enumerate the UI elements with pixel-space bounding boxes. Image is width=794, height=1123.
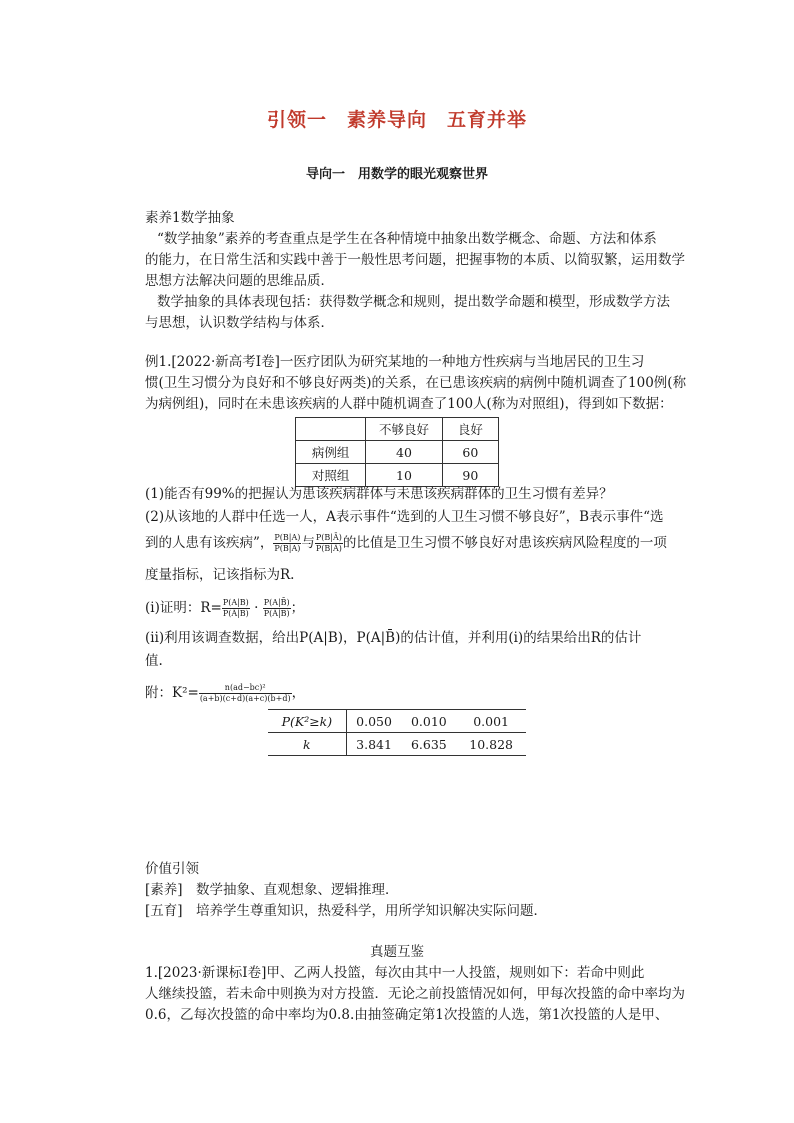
proof-statement: (ⅰ)证明：R= $\frac{P(A|B)}{P(Ā|B)}$ · $\frac{P(A|B̄)}{P(Ā|B̄)}$ ； xyxy=(145,598,305,618)
table-row xyxy=(296,418,499,441)
intro-line: 数学抽象的具体表现包括：获得数学概念和规则，提出数学命题和模型，形成数学方法 xyxy=(157,294,670,310)
section-subtitle: 导向一 用数学的眼光观察世界 xyxy=(305,167,488,182)
table-cell: 90 xyxy=(442,464,498,487)
intro-line: 思想方法解决问题的思维品质． xyxy=(145,273,334,289)
table-row xyxy=(268,710,526,733)
intro-line: 与思想，认识数学结构与体系． xyxy=(145,315,334,331)
problem-line: 1.[2023·新课标Ⅰ卷]甲、乙两人投篮，每次由其中一人投篮，规则如下：若命中则此 xyxy=(145,965,645,981)
table-cell: 10 xyxy=(366,464,442,487)
problem-line: 人继续投篮，若未命中则换为对方投篮．无论之前投篮情况如何，甲每次投篮的命中率均为 xyxy=(145,986,685,1002)
table-cell: 0.010 xyxy=(410,713,447,729)
table-cell: k xyxy=(268,733,346,756)
literacy-heading: 素养1数学抽象 xyxy=(145,210,235,226)
intro-line: 的能力，在日常生活和实践中善于一般性思考问题，把握事物的本质、以简驭繁，运用数学 xyxy=(145,252,685,268)
table-cell: 3.841 xyxy=(356,736,392,752)
fraction: $\frac{P(A|B)}{P(Ā|B)}$ xyxy=(222,598,249,618)
intro-line: “数学抽象”素养的考查重点是学生在各种情境中抽象出数学概念、命题、方法和体系 xyxy=(157,231,657,247)
question-2-line: 度量指标，记该指标为R. xyxy=(145,567,295,583)
table-cell: 对照组 xyxy=(296,464,366,487)
survey-table xyxy=(295,417,499,487)
table-cell: 0.001 xyxy=(473,713,510,729)
fraction: $\frac{P(A|B̄)}{P(Ā|B̄)}$ xyxy=(263,598,290,618)
critical-value-table xyxy=(268,709,526,756)
fraction: $\frac{\text{n(ad−bc)²}}{(a+b)(c+d)(a+c)(b+d)}$ xyxy=(199,683,291,703)
example-line: 为病例组)，同时在未患该疾病的人群中随机调查了100人(称为对照组)，得到如下数据： xyxy=(145,396,673,412)
appendix-formula: 附：K²= $\frac{\text{n(ad−bc)²}}{(a+b)(c+d)(a+c)(b+d)}$ ， xyxy=(145,683,306,703)
table-cell: P(K²≥k) xyxy=(268,710,346,733)
value-heading: 价值引领 xyxy=(145,861,199,877)
fraction: $\frac{P(B|Ā)}{P(B̄|Ā)}$ xyxy=(315,533,342,553)
table-cell: 40 xyxy=(366,441,442,464)
part-2-line: 值. xyxy=(145,653,163,669)
table-row xyxy=(268,733,526,756)
table-cell: 10.828 xyxy=(469,736,513,752)
question-2-line: 到的人患有该疾病”， $\frac{P(B|A)}{P(B̄|A)}$ 与 $\frac{P(B|Ā)}{P(B̄|Ā)}$ 的比值是卫生习惯不够良好对患该疾病风险程度的一项 xyxy=(145,533,667,553)
table-cell: 6.635 xyxy=(410,736,447,752)
table-cell: 0.050 xyxy=(356,713,392,729)
question-1: (1)能否有99%的把握认为患该疾病群体与未患该疾病群体的卫生习惯有差异？ xyxy=(145,486,613,502)
part-2-line: (ⅱ)利用该调查数据，给出P(A|B)，P(A|B̄)的估计值，并利用(ⅰ)的结果给出R的估计 xyxy=(145,630,642,646)
table-cell: 良好 xyxy=(442,418,498,441)
question-2-line: (2)从该地的人群中任选一人，A表示事件“选到的人卫生习惯不够良好”，B表示事件“选 xyxy=(145,509,664,525)
value-line: [五育] 培养学生尊重知识，热爱科学，用所学知识解决实际问题． xyxy=(145,903,548,919)
q2-text: 到的人患有该疾病”， xyxy=(145,535,274,551)
table-cell: 60 xyxy=(442,441,498,464)
page-title: 引领一 素养导向 五育并举 xyxy=(266,109,527,131)
table-row xyxy=(296,441,499,464)
value-line: [素养] 数学抽象、直观想象、逻辑推理． xyxy=(145,882,399,898)
example-line: 例1.[2022·新高考Ⅰ卷]一医疗团队为研究某地的一种地方性疾病与当地居民的卫生习 xyxy=(145,354,645,370)
table-cell: 病例组 xyxy=(296,441,366,464)
table-cell xyxy=(296,418,366,441)
table-cell: 不够良好 xyxy=(366,418,442,441)
example-line: 惯(卫生习惯分为良好和不够良好两类)的关系，在已患该疾病的病例中随机调查了100例(称 xyxy=(145,375,687,391)
fraction: $\frac{P(B|A)}{P(B̄|A)}$ xyxy=(274,533,301,553)
mirror-heading: 真题互鉴 xyxy=(370,944,424,960)
problem-line: 0.6，乙每次投篮的命中率均为0.8.由抽签确定第1次投篮的人选，第1次投篮的人是甲、 xyxy=(145,1007,669,1023)
